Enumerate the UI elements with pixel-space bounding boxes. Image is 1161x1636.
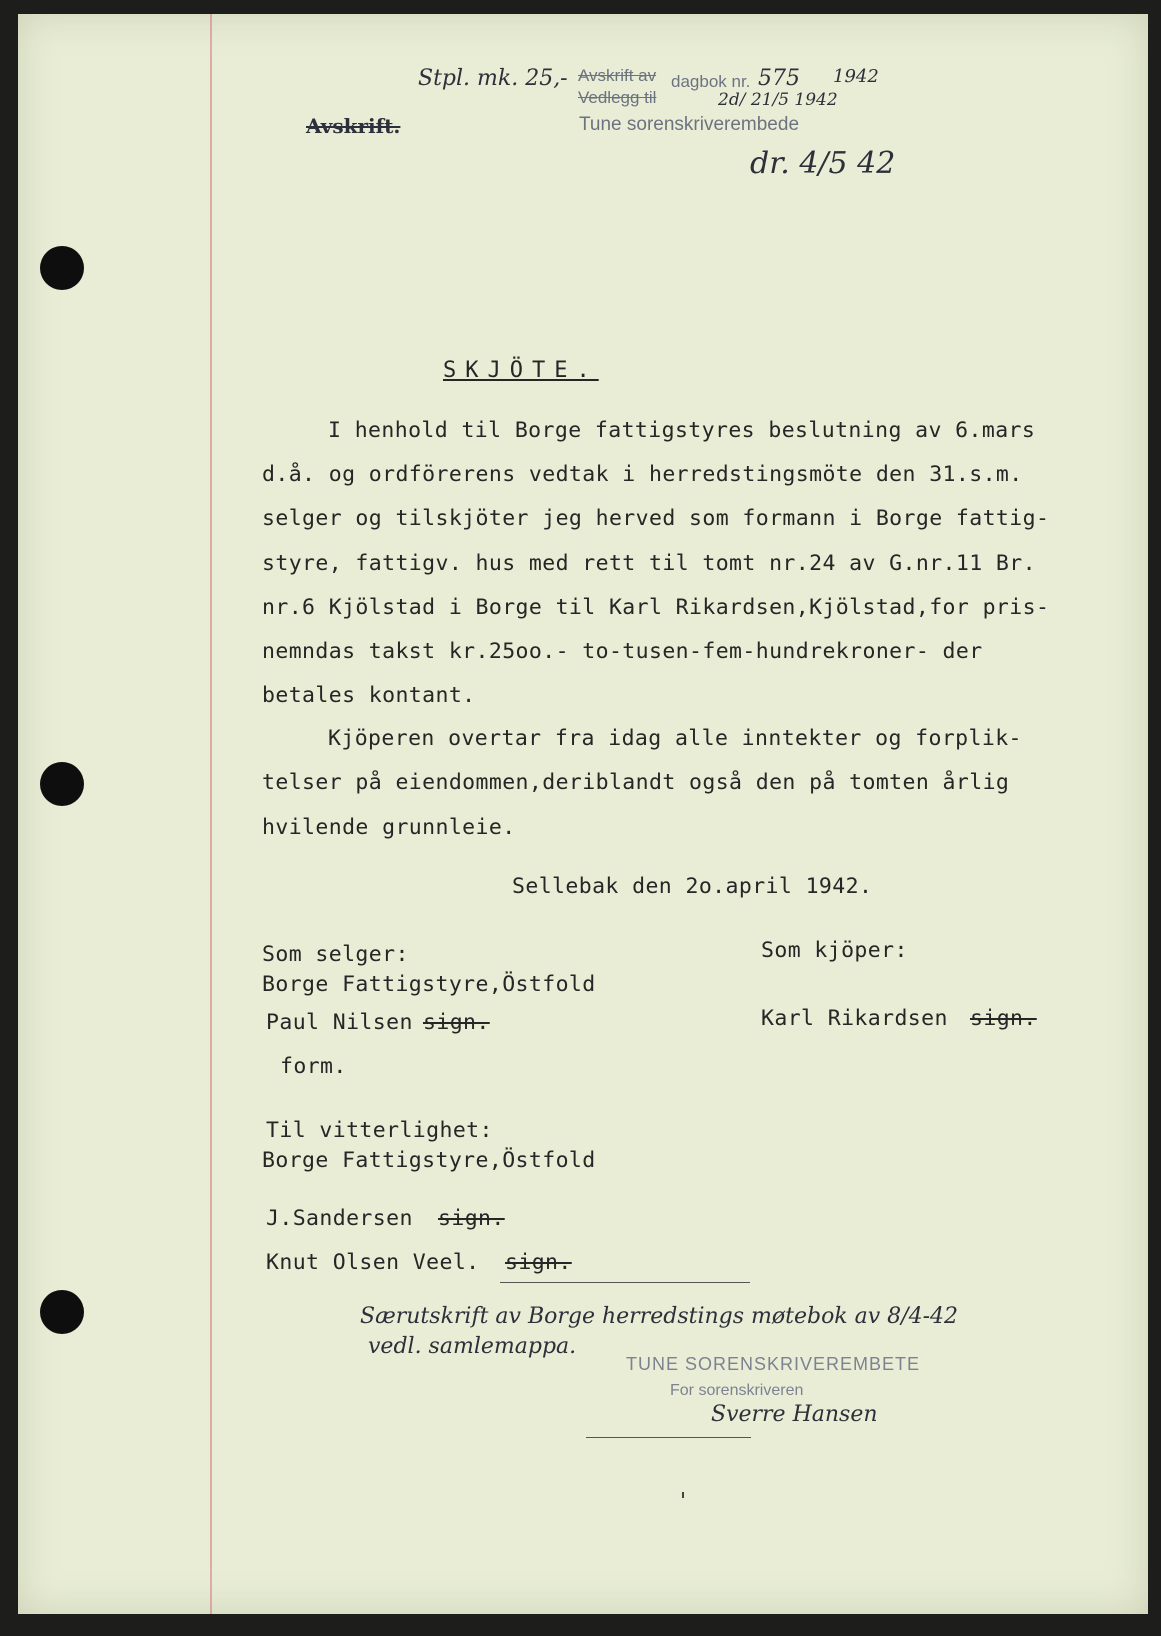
punch-hole-middle [40, 762, 84, 806]
stamp-line2-date: 2d/ 21/5 1942 [718, 90, 838, 110]
para1-line4: styre, fattigv. hus med rett til tomt nr.24 av G.nr.11 Br. [262, 551, 1036, 576]
witness-person1-sign: sign. [438, 1206, 505, 1231]
stamp-office-header: Tune sorenskriverembede [579, 114, 800, 135]
para2-line1: Kjöperen overtar fra idag alle inntekter og forplik- [328, 726, 1022, 751]
para1-line5: nr.6 Kjölstad i Borge til Karl Rikardsen,Kjölstad,for pris- [262, 595, 1050, 620]
footer-handwritten-line2: vedl. samlemappa. [368, 1334, 577, 1359]
buyer-name: Karl Rikardsen [761, 1006, 948, 1031]
para1-line1: I henhold til Borge fattigstyres beslutning av 6.mars [328, 418, 1036, 443]
seller-org: Borge Fattigstyre,Östfold [262, 972, 596, 997]
stamp-line2-prefix: Vedlegg til [578, 88, 657, 107]
stamp-line1-year: 1942 [833, 66, 879, 87]
punch-hole-top [40, 246, 84, 290]
para1-line3: selger og tilskjöter jeg herved som formann i Borge fattig- [262, 506, 1050, 531]
para2-line3: hvilende grunnleie. [262, 815, 516, 840]
margin-line [210, 14, 212, 1614]
signature-rule-bottom [586, 1437, 751, 1438]
crossed-word: Avskrift. [306, 114, 401, 138]
buyer-sign: sign. [970, 1006, 1037, 1031]
witness-person2-sign: sign. [505, 1250, 572, 1275]
seller-name: Paul Nilsen [266, 1010, 413, 1035]
footer-stamp-for: For sorenskriveren [670, 1382, 804, 1399]
seller-sign: sign. [423, 1010, 490, 1035]
document-sheet [18, 14, 1148, 1614]
seller-label: Som selger: [262, 942, 409, 967]
place-date: Sellebak den 2o.april 1942. [512, 874, 873, 899]
document-title: SKJÖTE. [443, 358, 599, 383]
stamp-line1-number: 575 [758, 66, 800, 91]
witness-person2: Knut Olsen Veel. [266, 1250, 480, 1275]
handwritten-fee: Stpl. mk. 25,- [418, 66, 568, 91]
handwritten-note: dr. 4/5 42 [750, 146, 896, 181]
footer-signature: Sverre Hansen [711, 1402, 878, 1427]
footer-stamp-office: TUNE SORENSKRIVEREMBETE [626, 1354, 921, 1374]
para1-line7: betales kontant. [262, 683, 476, 708]
witness-org: Borge Fattigstyre,Östfold [262, 1148, 596, 1173]
footer-handwritten-line1: Særutskrift av Borge herredstings møtebok av 8/4-42 [360, 1304, 959, 1329]
para1-line6: nemndas takst kr.25oo.- to-tusen-fem-hundrekroner- der [262, 639, 983, 664]
stamp-line1-suffix: dagbok nr. [671, 72, 751, 91]
punch-hole-bottom [40, 1290, 84, 1334]
para1-line2: d.å. og ordförerens vedtak i herredstingsmöte den 31.s.m. [262, 462, 1023, 487]
witness-label: Til vitterlighet: [266, 1118, 493, 1143]
seller-role: form. [280, 1054, 347, 1079]
para2-line2: telser på eiendommen,deriblandt også den på tomten årlig [262, 770, 1010, 795]
page-mark [682, 1492, 684, 1498]
buyer-label: Som kjöper: [761, 938, 908, 963]
signature-rule-top [500, 1282, 750, 1283]
stamp-line1-prefix: Avskrift av [578, 66, 657, 85]
witness-person1: J.Sandersen [266, 1206, 413, 1231]
